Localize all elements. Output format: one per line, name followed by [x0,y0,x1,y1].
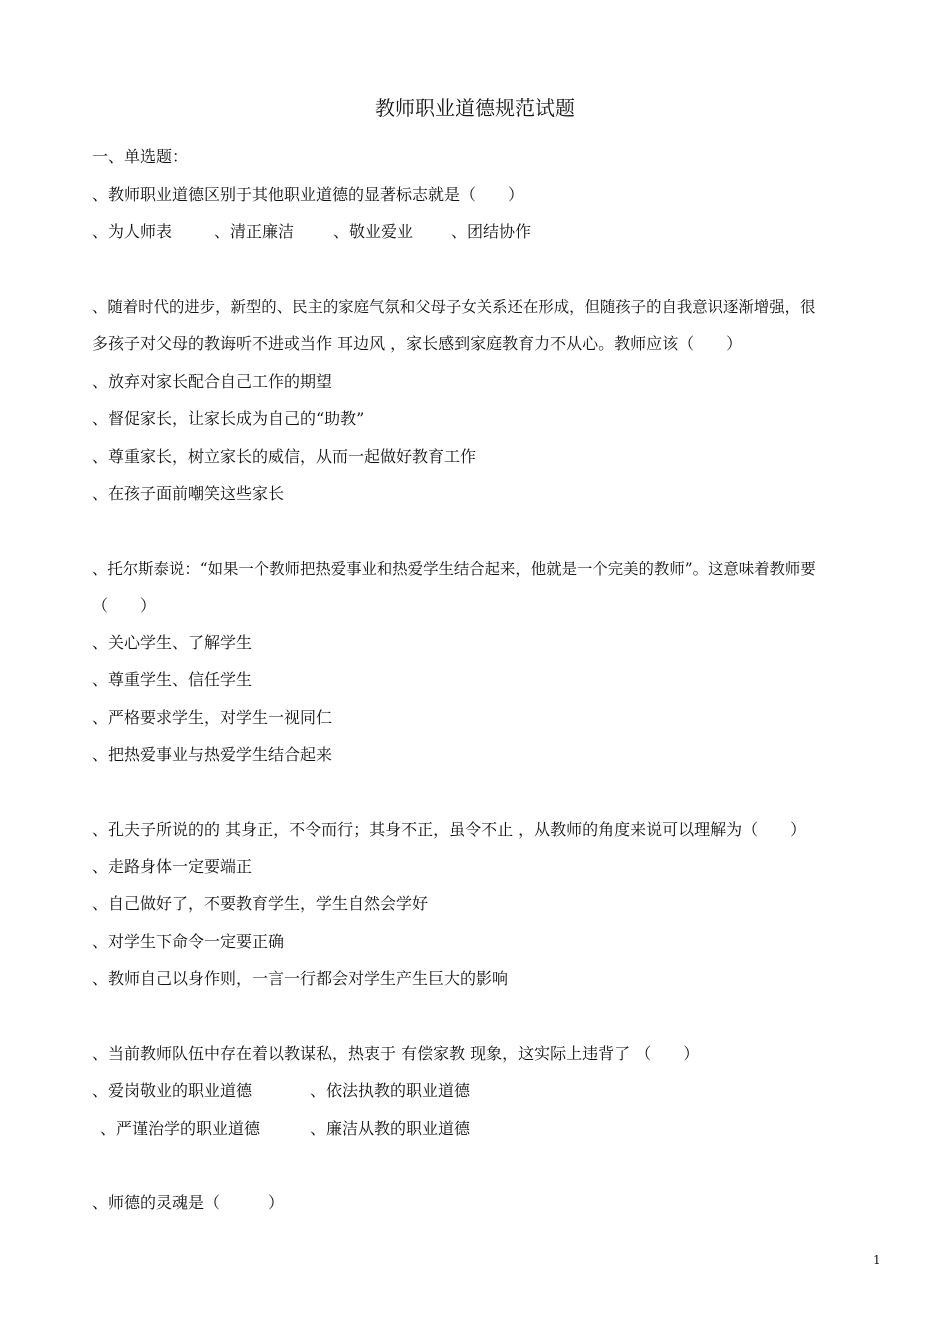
question-3-option-a: 、关心学生、了解学生 [92,633,253,652]
question-1-stem: 、教师职业道德区别于其他职业道德的显著标志就是（ ） [92,185,525,204]
section-heading: 一、单选题： [92,147,189,166]
question-2-option-d: 、在孩子面前嘲笑这些家长 [92,484,285,503]
question-5-option-b: 、依法执教的职业道德 [310,1081,471,1100]
page-title: 教师职业道德规范试题 [375,96,575,120]
question-4-option-a: 、走路身体一定要端正 [92,857,253,876]
question-3-option-c: 、严格要求学生，对学生一视同仁 [92,708,333,727]
question-5-option-d: 、廉洁从教的职业道德 [310,1119,471,1138]
question-3-stem-line-1: 、托尔斯泰说：“如果一个教师把热爱事业和热爱学生结合起来，他就是一个完美的教师”。这意味着教师要 [92,560,816,578]
question-1-option-b: 、清正廉洁 [214,222,295,241]
question-4-option-b: 、自己做好了，不要教育学生，学生自然会学好 [92,894,429,913]
question-4-option-c: 、对学生下命令一定要正确 [92,932,285,951]
page-number: 1 [873,1253,881,1267]
question-5-option-c: 、严谨治学的职业道德 [100,1119,261,1138]
question-2-option-a: 、放弃对家长配合自己工作的期望 [92,372,333,391]
question-2-stem-line-1: 、随着时代的进步，新型的、民主的家庭气氛和父母子女关系还在形成，但随孩子的自我意识逐渐增强，很 [92,298,816,316]
question-4-stem: 、孔夫子所说的的 其身正，不令而行；其身不正，虽令不止 ，从教师的角度来说可以理解为（ ） [92,820,807,839]
question-4-option-d: 、教师自己以身作则，一言一行都会对学生产生巨大的影响 [92,969,509,988]
question-1-option-a: 、为人师表 [92,222,173,241]
question-1-option-c: 、敬业爱业 [333,222,414,241]
question-3-option-d: 、把热爱事业与热爱学生结合起来 [92,745,333,764]
question-5-stem: 、当前教师队伍中存在着以教谋私，热衷于 有偿家教 现象，这实际上违背了 （ ） [92,1044,700,1063]
question-5-option-a: 、爱岗敬业的职业道德 [92,1081,253,1100]
question-3-stem-line-2: （ ） [92,596,157,615]
question-1-option-d: 、团结协作 [451,222,532,241]
question-2-option-c: 、尊重家长，树立家长的威信，从而一起做好教育工作 [92,447,477,466]
question-6-stem: 、师德的灵魂是（ ） [92,1193,285,1212]
question-2-option-b: 、督促家长，让家长成为自己的“助教” [92,409,365,428]
question-2-stem-line-2: 多孩子对父母的教诲听不进或当作 耳边风 ，家长感到家庭教育力不从心。教师应该（ ） [92,334,743,353]
question-3-option-b: 、尊重学生、信任学生 [92,670,253,689]
